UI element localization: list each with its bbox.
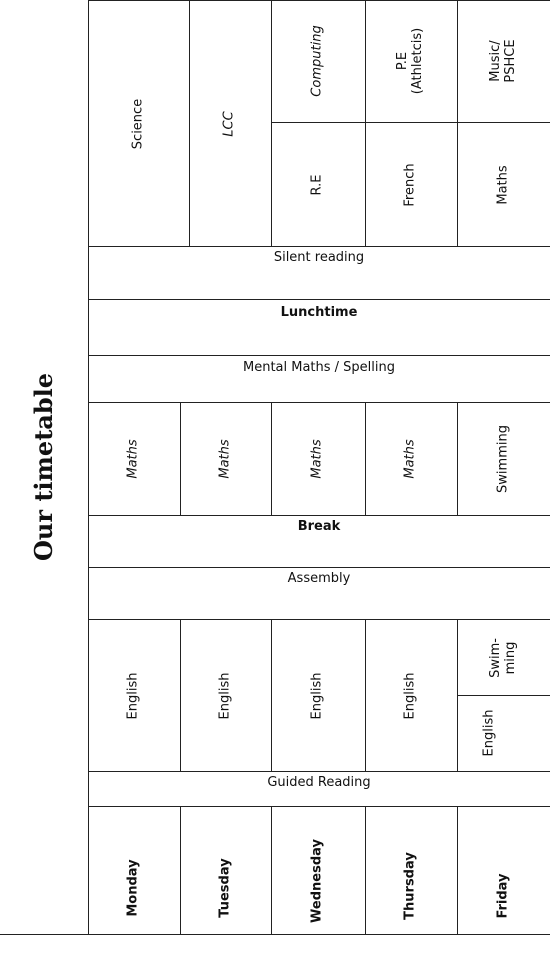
silent-reading-label: Silent reading	[273, 250, 365, 265]
silent-reading-band	[88, 247, 550, 299]
morning-friday-b-cell	[457, 620, 550, 695]
guided-reading-label: Guided Reading	[267, 775, 371, 790]
morning-wednesday-label: English	[309, 672, 325, 719]
afternoon-tuesday-label: LCC	[221, 110, 237, 137]
day-monday-cell	[88, 807, 180, 934]
guided-reading-band	[88, 772, 550, 806]
midmorning-monday-cell	[88, 403, 180, 515]
day-wednesday-label: Wednesday	[309, 838, 325, 923]
morning-thursday-label: English	[402, 672, 418, 719]
morning-block	[88, 620, 550, 771]
afternoon-friday-b-cell	[457, 0, 550, 122]
morning-friday-a-cell	[457, 695, 522, 771]
midmorning-friday-cell	[457, 403, 550, 515]
day-friday-label: Friday	[495, 873, 511, 919]
afternoon-block	[88, 0, 550, 247]
page-title: Our timetable	[29, 372, 59, 562]
afternoon-thursday-a-cell	[365, 122, 457, 247]
midmorning-block	[88, 403, 550, 515]
midmorning-thursday-cell	[365, 403, 457, 515]
afternoon-thursday-a-label: French	[402, 162, 418, 207]
assembly-band	[88, 568, 550, 619]
day-tuesday-label: Tuesday	[217, 858, 233, 918]
break-label: Break	[297, 519, 341, 534]
day-thursday-cell	[365, 807, 457, 934]
afternoon-monday-label: Science	[130, 98, 146, 149]
midmorning-thursday-label: Maths	[402, 439, 418, 479]
midmorning-tuesday-label: Maths	[217, 439, 233, 479]
afternoon-thursday-b-label: P.E (Athletcis)	[395, 27, 425, 95]
morning-wednesday-cell	[271, 620, 365, 771]
afternoon-friday-a-label: Maths	[495, 164, 511, 205]
lunchtime-label: Lunchtime	[280, 305, 358, 320]
day-header-row	[88, 807, 550, 934]
morning-friday-b-label: Swim- ming	[487, 637, 518, 678]
frame-bottom-line	[0, 934, 550, 935]
morning-tuesday-cell	[180, 620, 271, 771]
morning-monday-label: English	[125, 672, 141, 719]
afternoon-wednesday-a-cell	[271, 122, 365, 247]
afternoon-friday-a-cell	[457, 122, 550, 247]
midmorning-wednesday-cell	[271, 403, 365, 515]
day-thursday-label: Thursday	[402, 851, 418, 920]
day-monday-label: Monday	[125, 859, 141, 917]
morning-monday-cell	[88, 620, 180, 771]
mental-maths-band	[88, 356, 550, 402]
title-column	[0, 0, 88, 934]
morning-thursday-cell	[365, 620, 457, 771]
midmorning-monday-label: Maths	[125, 439, 141, 479]
afternoon-friday-b-label: Music/ PSHCE	[487, 39, 518, 83]
day-wednesday-cell	[271, 807, 365, 934]
morning-tuesday-label: English	[217, 672, 233, 719]
midmorning-friday-label: Swimming	[495, 425, 511, 493]
afternoon-thursday-b-cell	[365, 0, 457, 122]
afternoon-wednesday-a-label: R.E	[309, 174, 325, 195]
break-band	[88, 516, 550, 567]
afternoon-tuesday-cell	[189, 0, 271, 247]
midmorning-tuesday-cell	[180, 403, 271, 515]
afternoon-wednesday-b-label: Computing	[309, 25, 325, 97]
morning-friday-a-label: English	[481, 709, 497, 757]
midmorning-wednesday-label: Maths	[309, 439, 325, 479]
afternoon-wednesday-b-cell	[271, 0, 365, 122]
assembly-label: Assembly	[287, 571, 351, 586]
lunchtime-band	[88, 300, 550, 355]
mental-maths-label: Mental Maths / Spelling	[242, 360, 396, 375]
day-tuesday-cell	[180, 807, 271, 934]
afternoon-monday-cell	[88, 0, 189, 247]
day-friday-cell	[457, 807, 550, 934]
